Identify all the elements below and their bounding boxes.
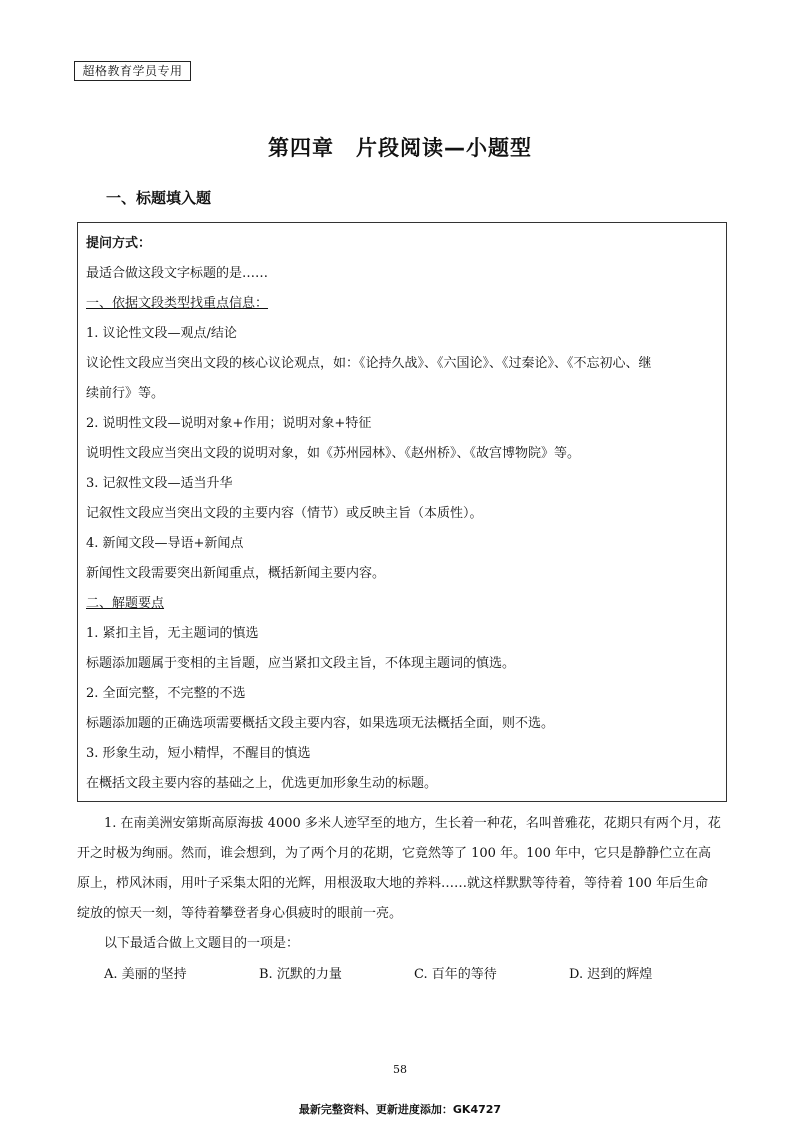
box-line: 说明性文段应当突出文段的说明对象，如《苏州园林》、《赵州桥》、《故宫博物院》等。 [86,446,581,461]
box-line: 最适合做这段文字标题的是…… [86,266,269,281]
option-d: D. 迟到的辉煌 [569,967,653,982]
box-line: 3. 形象生动，短小精悍，不醒目的慎选 [86,746,311,761]
box-line: 1. 紧扣主旨，无主题词的慎选 [86,626,259,641]
box-line: 在概括文段主要内容的基础之上，优选更加形象生动的标题。 [86,776,438,791]
section-title: 一、标题填入题 [106,189,212,207]
box-line: 标题添加题的正确选项需要概括文段主要内容，如果选项无法概括全面，则不选。 [86,716,555,731]
footer-note: 最新完整资料、更新进度添加：GK4727 [298,1103,502,1116]
box-line: 提问方式： [86,236,152,251]
chapter-title: 第四章 片段阅读—小题型 [268,136,532,160]
box-line: 1. 议论性文段—观点/结论 [86,326,237,341]
option-b: B. 沉默的力量 [259,967,342,982]
question-line: 绽放的惊天一刻，等待着攀登者身心俱疲时的眼前一亮。 [77,906,403,921]
box-line: 2. 全面完整，不完整的不选 [86,686,246,701]
box-heading: 一、依据文段类型找重点信息： [86,296,269,311]
box-line: 议论性文段应当突出文段的核心议论观点，如：《论持久战》、《六国论》、《过秦论》、《不忘初心、继 [86,356,652,371]
box-line: 续前行》等。 [86,386,165,401]
box-line: 记叙性文段应当突出文段的主要内容（情节）或反映主旨（本质性）。 [86,506,483,521]
question-line: 1. 在南美洲安第斯高原海拔 4000 多米人迹罕至的地方，生长着一种花，名叫普雅花，花期只有两个月，花 [104,816,721,831]
question-prompt: 以下最适合做上文题目的一项是： [104,936,300,951]
box-line: 2. 说明性文段—说明对象+作用；说明对象+特征 [86,416,372,431]
box-heading: 二、解题要点 [86,596,165,611]
box-line: 标题添加题属于变相的主旨题，应当紧扣文段主旨，不体现主题词的慎选。 [86,656,516,671]
header-tag: 超格教育学员专用 [74,61,191,81]
box-line: 3. 记叙性文段—适当升华 [86,476,233,491]
question-line: 开之时极为绚丽。然而，谁会想到，为了两个月的花期，它竟然等了 100 年。100 年中，它只是静静伫立在高 [77,846,712,861]
option-c: C. 百年的等待 [414,967,497,982]
page-number: 58 [393,1063,407,1076]
option-a: A. 美丽的坚持 [104,967,187,982]
question-line: 原上，栉风沐雨，用叶子采集太阳的光辉，用根汲取大地的养料……就这样默默等待着，等待着 100 年后生命 [77,876,709,891]
box-line: 新闻性文段需要突出新闻重点，概括新闻主要内容。 [86,566,386,581]
box-line: 4. 新闻文段—导语+新闻点 [86,536,244,551]
